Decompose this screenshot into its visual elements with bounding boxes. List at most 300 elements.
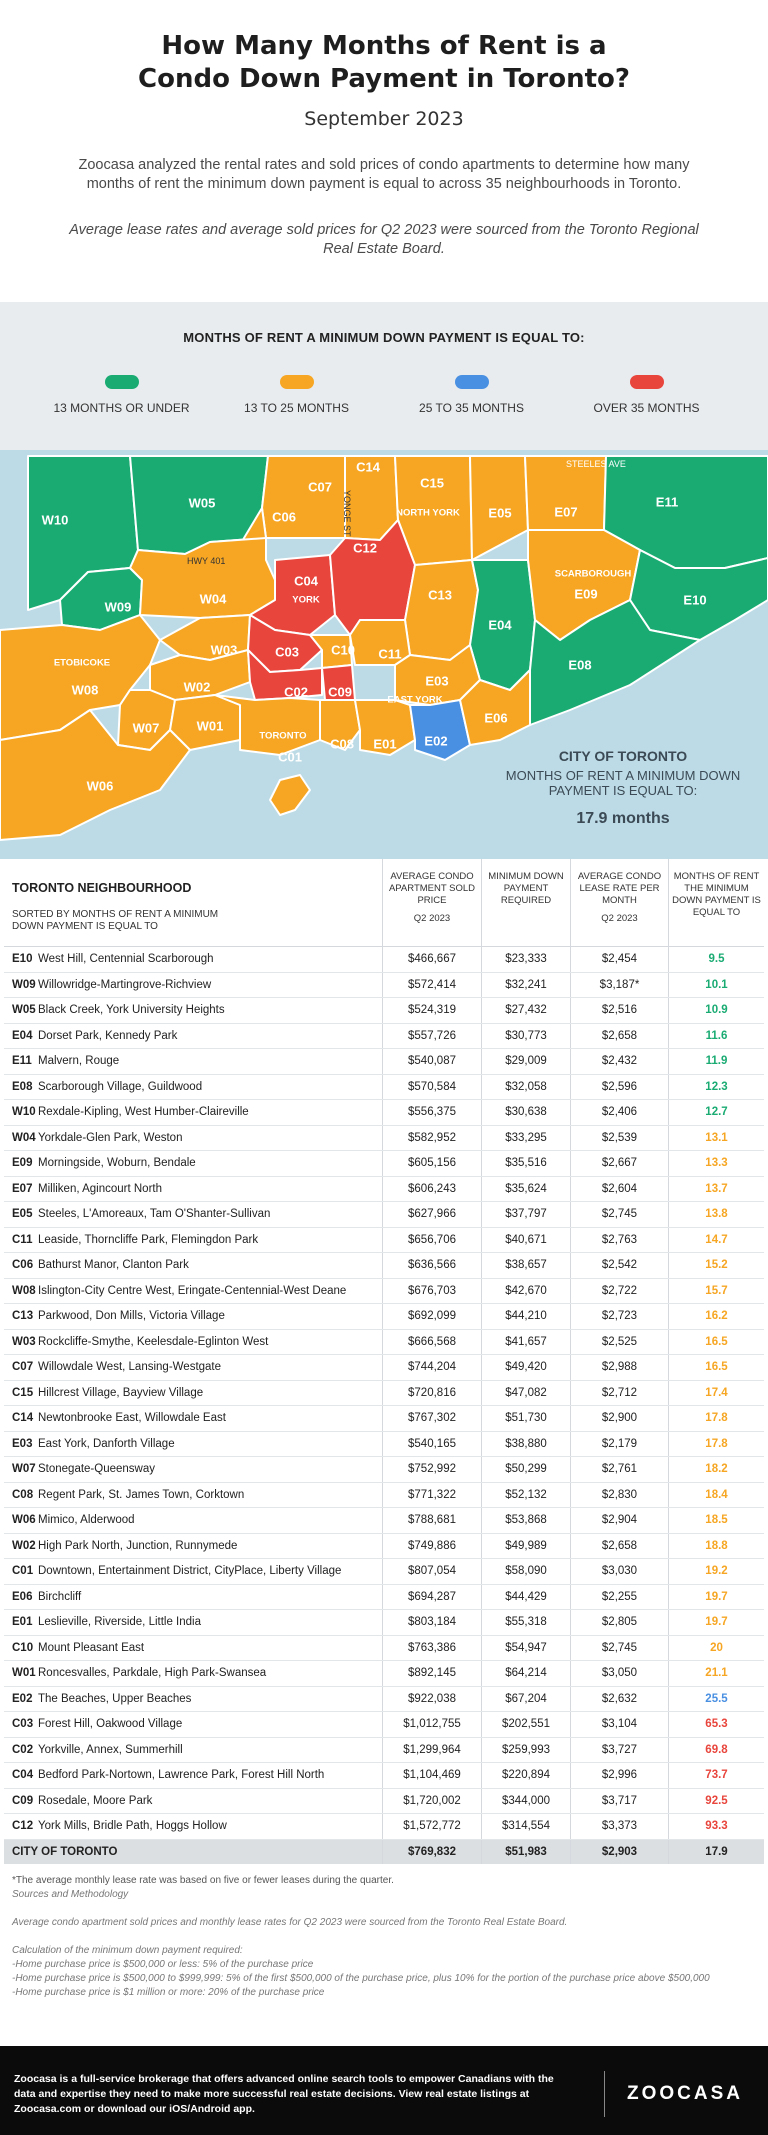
- row-lease-rate: $2,658: [570, 1024, 668, 1049]
- row-months: 93.3: [668, 1814, 764, 1839]
- row-down-payment: $38,880: [481, 1432, 570, 1457]
- table-row: [4, 1279, 764, 1305]
- map-label-c14: C14: [356, 459, 380, 475]
- row-lease-rate: $2,763: [570, 1228, 668, 1253]
- table-row: [4, 1075, 764, 1101]
- row-price: $922,038: [382, 1687, 481, 1712]
- map-label-e02: E02: [424, 733, 448, 749]
- map-label-w10: W10: [41, 512, 69, 528]
- row-name: Forest Hill, Oakwood Village: [38, 1718, 183, 1731]
- row-lease-rate: $2,406: [570, 1100, 668, 1125]
- row-price: $572,414: [382, 973, 481, 998]
- row-code: C12: [12, 1820, 34, 1833]
- row-name: Downtown, Entertainment District, CityPlace, Liberty Village: [38, 1565, 342, 1578]
- row-down-payment: $42,670: [481, 1279, 570, 1304]
- table-header-left: [4, 859, 382, 946]
- map-area-label: EAST YORK: [387, 694, 443, 706]
- row-name: Milliken, Agincourt North: [38, 1182, 162, 1195]
- city-summary: [498, 748, 748, 828]
- table-row: [4, 1789, 764, 1815]
- total-months: 17.9: [668, 1840, 764, 1864]
- toronto-islands: [270, 775, 310, 815]
- row-lease-rate: $3,187*: [570, 973, 668, 998]
- row-down-payment: $314,554: [481, 1814, 570, 1839]
- row-code: E03: [12, 1437, 33, 1450]
- row-price: $807,054: [382, 1559, 481, 1584]
- col-header-down: [481, 859, 570, 946]
- row-name: Rockcliffe-Smythe, Keelesdale-Eglinton West: [38, 1335, 269, 1348]
- row-down-payment: $33,295: [481, 1126, 570, 1151]
- map-label-e10: E10: [683, 592, 707, 608]
- row-months: 25.5: [668, 1687, 764, 1712]
- row-months: 21.1: [668, 1661, 764, 1686]
- map-road-label: YONGE ST: [342, 490, 352, 537]
- row-lease-rate: $2,805: [570, 1610, 668, 1635]
- map-label-e09: E09: [574, 586, 598, 602]
- row-months: 18.2: [668, 1457, 764, 1482]
- row-down-payment: $47,082: [481, 1381, 570, 1406]
- row-lease-rate: $3,030: [570, 1559, 668, 1584]
- legend-title: MONTHS OF RENT A MINIMUM DOWN PAYMENT IS EQUAL TO:: [183, 330, 585, 345]
- row-months: 15.2: [668, 1253, 764, 1278]
- table-row: [4, 1406, 764, 1432]
- row-lease-rate: $2,454: [570, 947, 668, 972]
- map-label-w01: W01: [196, 718, 224, 734]
- row-name: Yorkdale-Glen Park, Weston: [38, 1131, 183, 1144]
- row-down-payment: $67,204: [481, 1687, 570, 1712]
- row-name: Morningside, Woburn, Bendale: [38, 1157, 196, 1170]
- legend-label: 13 MONTHS OR UNDER: [53, 401, 190, 415]
- row-code: C11: [12, 1233, 33, 1246]
- row-price: $570,584: [382, 1075, 481, 1100]
- map-label-e01: E01: [373, 736, 397, 752]
- toronto-map: [0, 450, 768, 859]
- row-lease-rate: $2,761: [570, 1457, 668, 1482]
- calc-title: Calculation of the minimum down payment required:: [12, 1944, 243, 1956]
- row-months: 13.7: [668, 1177, 764, 1202]
- row-months: 16.5: [668, 1355, 764, 1380]
- table-row: [4, 1559, 764, 1585]
- row-name: Regent Park, St. James Town, Corktown: [38, 1488, 245, 1501]
- table-title: TORONTO NEIGHBOURHOOD: [12, 881, 192, 895]
- col-price-label: AVERAGE CONDO APARTMENT SOLD PRICE: [388, 871, 476, 906]
- map-road-label: HWY 401: [187, 556, 226, 566]
- row-lease-rate: $2,516: [570, 998, 668, 1023]
- row-code: E08: [12, 1080, 33, 1093]
- row-months: 17.4: [668, 1381, 764, 1406]
- row-months: 65.3: [668, 1712, 764, 1737]
- row-lease-rate: $2,900: [570, 1406, 668, 1431]
- row-price: $540,165: [382, 1432, 481, 1457]
- row-name: York Mills, Bridle Path, Hoggs Hollow: [38, 1820, 227, 1833]
- row-lease-rate: $2,830: [570, 1483, 668, 1508]
- map-area-label: SCARBOROUGH: [554, 568, 632, 580]
- row-code: W07: [12, 1463, 36, 1476]
- row-lease-rate: $2,255: [570, 1585, 668, 1610]
- legend-swatch: [280, 375, 314, 389]
- row-months: 20: [668, 1636, 764, 1661]
- row-price: $636,566: [382, 1253, 481, 1278]
- map-label-w05: W05: [188, 495, 216, 511]
- row-months: 18.4: [668, 1483, 764, 1508]
- row-down-payment: $30,638: [481, 1100, 570, 1125]
- row-down-payment: $49,989: [481, 1534, 570, 1559]
- table-row: [4, 1177, 764, 1203]
- row-name: Malvern, Rouge: [38, 1055, 120, 1068]
- map-label-c04: C04: [294, 573, 318, 589]
- row-name: Black Creek, York University Heights: [38, 1004, 225, 1017]
- row-code: E01: [12, 1616, 33, 1629]
- row-lease-rate: $2,722: [570, 1279, 668, 1304]
- region-c07: [262, 456, 345, 538]
- table-row: [4, 1636, 764, 1662]
- table-row-total: [4, 1840, 764, 1864]
- row-name: West Hill, Centennial Scarborough: [38, 953, 214, 966]
- intro-text: Zoocasa analyzed the rental rates and sold prices of condo apartments to determine how many months of rent the minimum down payment is equal to across 35 neighbourhoods in Toronto.: [78, 157, 690, 192]
- row-months: 11.6: [668, 1024, 764, 1049]
- source-note: Average lease rates and average sold prices for Q2 2023 were sourced from the Toronto Regional Real Estate Board.: [69, 222, 699, 257]
- row-down-payment: $58,090: [481, 1559, 570, 1584]
- row-lease-rate: $2,604: [570, 1177, 668, 1202]
- total-name: CITY OF TORONTO: [12, 1845, 118, 1858]
- row-code: C01: [12, 1565, 34, 1578]
- row-name: The Beaches, Upper Beaches: [38, 1692, 192, 1705]
- row-code: C09: [12, 1794, 34, 1807]
- table-row: [4, 1355, 764, 1381]
- table-row: [4, 1712, 764, 1738]
- row-name: Newtonbrooke East, Willowdale East: [38, 1412, 226, 1425]
- table-row: [4, 1610, 764, 1636]
- row-code: C02: [12, 1743, 34, 1756]
- row-price: $656,706: [382, 1228, 481, 1253]
- table-row: [4, 1151, 764, 1177]
- map-area-label: ETOBICOKE: [53, 657, 111, 669]
- row-price: $788,681: [382, 1508, 481, 1533]
- row-code: E07: [12, 1182, 33, 1195]
- table-row: [4, 1457, 764, 1483]
- row-price: $540,087: [382, 1049, 481, 1074]
- row-lease-rate: $2,723: [570, 1304, 668, 1329]
- row-price: $582,952: [382, 1126, 481, 1151]
- row-down-payment: $38,657: [481, 1253, 570, 1278]
- row-lease-rate: $2,596: [570, 1075, 668, 1100]
- row-lease-rate: $2,525: [570, 1330, 668, 1355]
- sources-title: Sources and Methodology: [12, 1888, 129, 1900]
- col-down-label: MINIMUM DOWN PAYMENT REQUIRED: [488, 871, 564, 906]
- legend-swatch: [455, 375, 489, 389]
- row-lease-rate: $2,745: [570, 1202, 668, 1227]
- map-label-e05: E05: [488, 505, 512, 521]
- row-name: Bedford Park-Nortown, Lawrence Park, Forest Hill North: [38, 1769, 325, 1782]
- row-code: E06: [12, 1590, 33, 1603]
- row-down-payment: $220,894: [481, 1763, 570, 1788]
- row-name: Mimico, Alderwood: [38, 1514, 135, 1527]
- map-label-w08: W08: [71, 682, 99, 698]
- table-row: [4, 1253, 764, 1279]
- row-lease-rate: $3,373: [570, 1814, 668, 1839]
- row-price: $744,204: [382, 1355, 481, 1380]
- row-name: East York, Danforth Village: [38, 1437, 175, 1450]
- row-months: 14.7: [668, 1228, 764, 1253]
- table-row: [4, 1330, 764, 1356]
- calc-rule-1: -Home purchase price is $500,000 or less: 5% of the purchase price: [12, 1958, 314, 1970]
- table-row: [4, 1100, 764, 1126]
- table-row: [4, 1202, 764, 1228]
- row-name: Scarborough Village, Guildwood: [38, 1080, 203, 1093]
- map-label-c08: C08: [330, 736, 354, 752]
- table-row: [4, 1304, 764, 1330]
- row-lease-rate: $2,432: [570, 1049, 668, 1074]
- row-price: $627,966: [382, 1202, 481, 1227]
- row-down-payment: $27,432: [481, 998, 570, 1023]
- row-name: Islington-City Centre West, Eringate-Centennial-West Deane: [38, 1284, 347, 1297]
- row-down-payment: $35,624: [481, 1177, 570, 1202]
- row-months: 10.9: [668, 998, 764, 1023]
- row-down-payment: $30,773: [481, 1024, 570, 1049]
- row-lease-rate: $2,179: [570, 1432, 668, 1457]
- row-down-payment: $35,516: [481, 1151, 570, 1176]
- row-name: High Park North, Junction, Runnymede: [38, 1539, 238, 1552]
- row-code: W01: [12, 1667, 36, 1680]
- row-months: 13.1: [668, 1126, 764, 1151]
- table-row: [4, 1687, 764, 1713]
- row-lease-rate: $2,745: [570, 1636, 668, 1661]
- sources-text: Average condo apartment sold prices and monthly lease rates for Q2 2023 were sourced from the Toronto Real Estate Board.: [12, 1916, 568, 1928]
- row-down-payment: $32,241: [481, 973, 570, 998]
- row-lease-rate: $2,658: [570, 1534, 668, 1559]
- map-label-e07: E07: [554, 504, 578, 520]
- map-label-c03: C03: [275, 644, 299, 660]
- table-row: [4, 1483, 764, 1509]
- row-down-payment: $52,132: [481, 1483, 570, 1508]
- table-row: [4, 1814, 764, 1840]
- row-code: C14: [12, 1412, 34, 1425]
- row-code: C10: [12, 1641, 34, 1654]
- row-months: 13.3: [668, 1151, 764, 1176]
- row-code: E05: [12, 1208, 33, 1221]
- row-code: W06: [12, 1514, 36, 1527]
- row-lease-rate: $3,050: [570, 1661, 668, 1686]
- row-down-payment: $40,671: [481, 1228, 570, 1253]
- row-price: $803,184: [382, 1610, 481, 1635]
- row-code: E02: [12, 1692, 33, 1705]
- map-label-e03: E03: [425, 673, 449, 689]
- col-header-lease: [570, 859, 668, 946]
- row-price: $767,302: [382, 1406, 481, 1431]
- row-months: 19.7: [668, 1585, 764, 1610]
- row-down-payment: $41,657: [481, 1330, 570, 1355]
- map-label-c02: C02: [284, 684, 308, 700]
- total-price: $769,832: [382, 1840, 481, 1864]
- row-months: 13.8: [668, 1202, 764, 1227]
- row-name: Steeles, L'Amoreaux, Tam O'Shanter-Sullivan: [38, 1208, 271, 1221]
- row-price: $524,319: [382, 998, 481, 1023]
- table-row: [4, 1126, 764, 1152]
- row-name: Rexdale-Kipling, West Humber-Claireville: [38, 1106, 249, 1119]
- row-months: 17.8: [668, 1432, 764, 1457]
- table-row: [4, 1049, 764, 1075]
- map-label-w04: W04: [199, 591, 227, 607]
- row-code: E09: [12, 1157, 33, 1170]
- row-name: Bathurst Manor, Clanton Park: [38, 1259, 189, 1272]
- legend-items: [0, 375, 768, 415]
- row-code: E04: [12, 1029, 33, 1042]
- row-months: 16.5: [668, 1330, 764, 1355]
- row-price: $1,720,002: [382, 1789, 481, 1814]
- table-row: [4, 1738, 764, 1764]
- row-code: C04: [12, 1769, 34, 1782]
- row-months: 18.8: [668, 1534, 764, 1559]
- row-price: $752,992: [382, 1457, 481, 1482]
- row-name: Leaside, Thorncliffe Park, Flemingdon Park: [38, 1233, 259, 1246]
- row-lease-rate: $3,717: [570, 1789, 668, 1814]
- row-name: Willowdale West, Lansing-Westgate: [38, 1361, 222, 1374]
- row-price: $749,886: [382, 1534, 481, 1559]
- map-label-c13: C13: [428, 587, 452, 603]
- row-price: $771,322: [382, 1483, 481, 1508]
- row-price: $605,156: [382, 1151, 481, 1176]
- row-lease-rate: $2,996: [570, 1763, 668, 1788]
- table-sort-note: SORTED BY MONTHS OF RENT A MINIMUM DOWN PAYMENT IS EQUAL TO: [12, 909, 219, 932]
- row-lease-rate: $2,632: [570, 1687, 668, 1712]
- row-code: W08: [12, 1284, 36, 1297]
- page-title: How Many Months of Rent is a Condo Down Payment in Toronto?: [138, 31, 630, 94]
- row-name: Birchcliff: [38, 1590, 82, 1603]
- row-months: 11.9: [668, 1049, 764, 1074]
- table-row: [4, 947, 764, 973]
- map-label-w02: W02: [183, 679, 211, 695]
- row-price: $694,287: [382, 1585, 481, 1610]
- row-name: Hillcrest Village, Bayview Village: [38, 1386, 204, 1399]
- row-down-payment: $32,058: [481, 1075, 570, 1100]
- row-months: 16.2: [668, 1304, 764, 1329]
- map-label-e08: E08: [568, 657, 592, 673]
- row-name: Willowridge-Martingrove-Richview: [38, 978, 212, 991]
- row-down-payment: $53,868: [481, 1508, 570, 1533]
- map-label-c01: C01: [278, 749, 302, 765]
- row-lease-rate: $2,988: [570, 1355, 668, 1380]
- col-months-label: MONTHS OF RENT THE MINIMUM DOWN PAYMENT IS EQUAL TO: [672, 871, 761, 918]
- map-label-e11: E11: [655, 494, 679, 510]
- row-down-payment: $55,318: [481, 1610, 570, 1635]
- row-code: W04: [12, 1131, 36, 1144]
- map-label-c12: C12: [353, 540, 377, 556]
- row-name: Leslieville, Riverside, Little India: [38, 1616, 201, 1629]
- footnotes: [0, 1864, 768, 2046]
- row-down-payment: $49,420: [481, 1355, 570, 1380]
- row-lease-rate: $2,712: [570, 1381, 668, 1406]
- row-lease-rate: $2,539: [570, 1126, 668, 1151]
- map-label-c09: C09: [328, 684, 352, 700]
- table-row: [4, 1381, 764, 1407]
- table-row: [4, 1508, 764, 1534]
- row-price: $892,145: [382, 1661, 481, 1686]
- row-price: $1,572,772: [382, 1814, 481, 1839]
- table-row: [4, 1585, 764, 1611]
- table-row: [4, 1432, 764, 1458]
- legend-item: [34, 375, 209, 415]
- row-months: 19.2: [668, 1559, 764, 1584]
- table-row: [4, 998, 764, 1024]
- row-code: W02: [12, 1539, 36, 1552]
- row-name: Rosedale, Moore Park: [38, 1794, 153, 1807]
- row-months: 12.3: [668, 1075, 764, 1100]
- row-down-payment: $344,000: [481, 1789, 570, 1814]
- row-code: C06: [12, 1259, 34, 1272]
- total-lease: $2,903: [570, 1840, 668, 1864]
- row-down-payment: $44,210: [481, 1304, 570, 1329]
- map-label-w07: W07: [132, 720, 160, 736]
- row-months: 69.8: [668, 1738, 764, 1763]
- map-area-label: TORONTO: [259, 730, 307, 742]
- region-c13: [405, 560, 478, 660]
- row-down-payment: $54,947: [481, 1636, 570, 1661]
- zoocasa-logo[interactable]: ZOOCASA: [627, 2083, 743, 2104]
- row-price: $1,299,964: [382, 1738, 481, 1763]
- row-name: Mount Pleasant East: [38, 1641, 145, 1654]
- footer-text: Zoocasa is a full-service brokerage that offers advanced online search tools to empower Canadians with the data and expertise they need to make more successful real estate decisions. View real estate listings at Zoocasa.com or download our iOS/Android app.: [14, 2072, 554, 2115]
- table-row: [4, 1534, 764, 1560]
- table-header: [4, 859, 764, 947]
- row-down-payment: $23,333: [481, 947, 570, 972]
- row-price: $720,816: [382, 1381, 481, 1406]
- row-down-payment: $50,299: [481, 1457, 570, 1482]
- map-label-e04: E04: [488, 617, 512, 633]
- map-label-c10: C10: [331, 642, 355, 658]
- map-label-c11: C11: [378, 646, 402, 662]
- row-months: 12.7: [668, 1100, 764, 1125]
- row-down-payment: $202,551: [481, 1712, 570, 1737]
- row-code: E11: [12, 1055, 32, 1068]
- legend-item: [559, 375, 734, 415]
- map-road-label: STEELES AVE: [566, 459, 626, 469]
- row-price: $556,375: [382, 1100, 481, 1125]
- row-code: W09: [12, 978, 36, 991]
- map-label-e06: E06: [484, 710, 508, 726]
- row-months: 15.7: [668, 1279, 764, 1304]
- calc-rule-2: -Home purchase price is $500,000 to $999,999: 5% of the first $500,000 of the purchase price, plus 10% for the portion of the purchase price above $500,000: [12, 1972, 710, 1984]
- row-months: 10.1: [668, 973, 764, 998]
- row-code: C08: [12, 1488, 34, 1501]
- row-price: $557,726: [382, 1024, 481, 1049]
- row-name: Parkwood, Don Mills, Victoria Village: [38, 1310, 225, 1323]
- footnote-asterisk: *The average monthly lease rate was based on five or fewer leases during the quarter.: [12, 1874, 394, 1886]
- row-code: W05: [12, 1004, 36, 1017]
- table-total: [4, 1840, 764, 1864]
- city-summary-title: CITY OF TORONTO: [558, 748, 688, 764]
- row-down-payment: $44,429: [481, 1585, 570, 1610]
- table-row: [4, 1763, 764, 1789]
- row-name: Yorkville, Annex, Summerhill: [38, 1743, 183, 1756]
- col-price-quarter: Q2 2023: [413, 913, 451, 924]
- row-name: Roncesvalles, Parkdale, High Park-Swansea: [38, 1667, 267, 1680]
- header: [0, 0, 768, 302]
- col-header-price: [382, 859, 481, 946]
- map-label-w09: W09: [104, 599, 132, 615]
- page-subtitle: September 2023: [304, 108, 464, 130]
- legend-label: 25 TO 35 MONTHS: [419, 401, 524, 415]
- footer: [0, 2046, 768, 2135]
- row-months: 92.5: [668, 1789, 764, 1814]
- row-name: Stonegate-Queensway: [38, 1463, 155, 1476]
- map-label-c06: C06: [272, 509, 296, 525]
- row-price: $1,012,755: [382, 1712, 481, 1737]
- row-name: Dorset Park, Kennedy Park: [38, 1029, 178, 1042]
- row-code: C03: [12, 1718, 34, 1731]
- row-lease-rate: $2,667: [570, 1151, 668, 1176]
- row-price: $606,243: [382, 1177, 481, 1202]
- map-label-c15: C15: [420, 475, 444, 491]
